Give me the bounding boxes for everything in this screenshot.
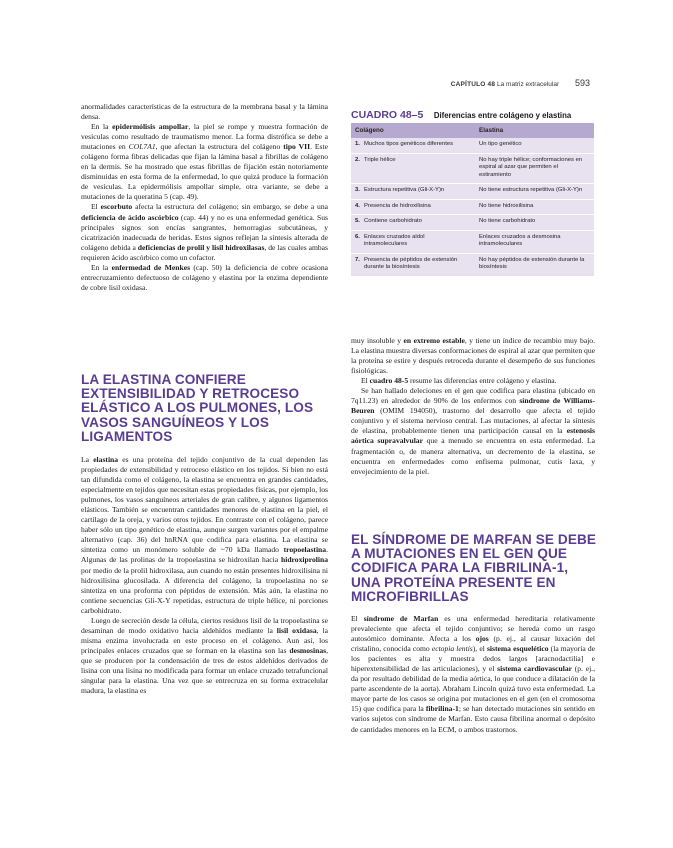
text-run: afecta la estructura del colágeno; sin embargo, se debe a una: [132, 202, 328, 212]
row-number: 2.: [355, 156, 360, 163]
italic-term: COL7A1: [128, 142, 156, 152]
chapter-title: La matriz extracelular: [497, 81, 560, 88]
table-title: [351, 105, 571, 123]
text-run: por medio de la prolil hidroxilasa, aun cuando no están presentes hidroxilisina ni hidroxilisina glucosilada. A diferencia del colágeno, la tropoelastina no se sintetiza en una proforma con péptidos de extensión. Más aún, la elastina no contiene secuencias Gli-X-Y repetidas, estructura de triple hélice, ni porciones carbohidrato.: [81, 565, 328, 615]
text-run: (p. ej., al causar luxación del cristalino, conocida como: [351, 634, 595, 654]
bold-term: elastina: [93, 455, 119, 464]
collagen-text: Estructura repetitiva (Gli-X-Y)n: [364, 187, 445, 193]
bold-term: en extremo estable: [403, 336, 465, 345]
collagen-cell: [351, 215, 475, 231]
table-row: [351, 153, 594, 184]
bold-term: cuadro 48-5: [369, 376, 409, 386]
left-column-top: [81, 102, 328, 293]
text-run: , que afectan la estructura del colágeno: [155, 142, 284, 152]
table-row: [351, 253, 594, 276]
bold-term: hidroxiprolina: [281, 555, 328, 565]
bold-term: ojos: [475, 634, 489, 644]
row-number: 6.: [355, 233, 360, 240]
bold-term: epidermólisis ampollar: [112, 122, 189, 132]
row-number: 4.: [355, 202, 360, 209]
text-run: es una enfermedad hereditaria relativamente prevaleciente que afecta el tejido conjuntivo; se hereda como un rasgo autosómico dominante. Afecta a los: [351, 614, 595, 644]
paragraph: [351, 376, 595, 386]
collagen-cell: [351, 184, 475, 200]
collagen-text: Triple hélice: [364, 156, 396, 163]
paragraph: [351, 386, 595, 476]
running-header: [451, 78, 590, 88]
text-run: Luego de secreción desde la célula, ciertos residuos lisil de la tropoelastina se desaminan de modo oxidativo hacia aldehídos mediante la: [81, 615, 328, 635]
bold-term: síndrome de Marfan: [363, 614, 439, 623]
page-number: 593: [574, 78, 590, 88]
section-heading-marfan: EL SÍNDROME DE MARFAN SE DEBE A MUTACIONES EN EL GEN QUE CODIFICA PARA LA FIBRILINA-1, UNA PROTEÍNA PRESENTE EN MICROFIBRILLAS: [351, 532, 597, 604]
text-run: La: [81, 455, 94, 464]
text-run: , la piel se rompe y muestra formación de vesículas como resultado de traumatismo menor. La forma distrófica se debe a mutaciones en: [81, 122, 328, 152]
collagen-cell: [351, 199, 475, 215]
bold-term: desmosinas: [289, 645, 327, 655]
elastin-cell: No tiene estructura repetitiva (Gli-X-Y)n: [475, 184, 594, 200]
bold-term: tipo VII: [283, 142, 311, 152]
elastin-cell: No tiene hidroxilisina: [475, 199, 594, 215]
header-collagen: Colágeno: [351, 123, 475, 138]
bold-term: enfermedad de Menkes: [111, 262, 191, 272]
text-run: ), el: [472, 644, 487, 654]
table-caption: Diferencias entre colágeno y elastina: [433, 111, 572, 120]
collagen-text: Presencia de péptidos de extensión durante la biosíntesis: [364, 256, 458, 270]
text-run: ; se han detectado mutaciones sin sentido en varios sujetos con síndrome de Marfan. Esto causa fibrilina anormal o depósito de cantidades menores en la ECM, o ambos trastornos.: [351, 704, 595, 734]
text-run: . Este colágeno forma fibras delicadas que fijan la lámina basal a fibrillas de colágeno en la dermis. Se ha mostrado que estas fibrillas de fijación están notoriamente disminuidas en esta forma de la enfermedad, lo que quizá produce la formación de vesículas. La epidermólisis ampollar simple, otra variante, se debe a mutaciones de la queratina 5 (cap. 49).: [81, 142, 328, 202]
table-label: CUADRO 48–5: [351, 109, 424, 121]
elastin-cell: Un tipo genético: [475, 138, 594, 153]
bold-term: deficiencia de ácido ascórbico: [81, 212, 179, 222]
paragraph: [81, 616, 328, 696]
bold-term: estenosis aórtica supravalvular: [351, 426, 595, 446]
text-run: , de las cuales ambas requieren ácido ascórbico como un cofactor.: [81, 242, 329, 262]
table-row: [351, 215, 594, 231]
row-number: 3.: [355, 187, 360, 193]
text-run: En la: [91, 262, 112, 272]
collagen-cell: [351, 138, 475, 153]
right-column-top: [351, 336, 595, 477]
bold-term: sistema esquelético: [486, 644, 549, 654]
collagen-text: Enlaces cruzados aldol intramoleculares: [364, 233, 425, 247]
text-run: que a menudo se encuentra en esta enfermedad. La fragmentación o, de manera alternativa, un decremento de la elastina, se encuentra en enfermedades como enfisema pulmonar, cutis laxa, y envejecimiento de la piel.: [351, 436, 595, 476]
paragraph: [81, 122, 328, 202]
text-run: El: [91, 202, 101, 212]
paragraph: [81, 102, 328, 122]
text-run: Se han hallado deleciones en el gen que codifica para elastina (ubicado en 7q11.23) en alrededor de 90% de los enfermos con: [351, 386, 595, 406]
collagen-cell: [351, 230, 475, 253]
row-number: 1.: [355, 141, 360, 147]
row-number: 5.: [355, 218, 360, 224]
text-run: , que se producen por la condensación de tres de estos aldehídos derivados de lisina con una lisina no modificada para formar un enlace cruzado tetrafuncional singular para la elastina. Una vez que se entrecruza en su forma extracelular madura, la elastina es: [81, 645, 328, 696]
collagen-text: Presencia de hidroxilisina: [364, 202, 431, 209]
paragraph: [81, 455, 328, 616]
table-row: [351, 138, 594, 153]
table-row: [351, 199, 594, 215]
section-heading-elastin: LA ELASTINA CONFIERE EXTENSIBILIDAD Y RETROCESO ELÁSTICO A LOS PULMONES, LOS VASOS SANGUÍNEOS Y LOS LIGAMENTOS: [81, 372, 314, 444]
text-run: , la misma enzima involucrada en este proceso en el colágeno. Aun así, los principales enlaces cruzados que se forman en la elastina son las: [81, 625, 328, 655]
text-run: es una proteína del tejido conjuntivo de la cual dependen las propiedades de extensibilidad y retroceso elástico en los tejidos. Si bien no está tan difundida como el colágeno, la elastina se encuentra en grandes cantidades, especialmente en tejidos que necesitan estas propiedades físicas, por ejemplo, los pulmones, los vasos sanguíneos arteriales de gran calibre, y algunos ligamentos elásticos. También se encuentran cantidades menores de elastina en la piel, el cartílago de la oreja, y varios otros tejidos. En contraste con el colágeno, parece haber sólo un tipo genético de elastina, aunque surgen variantes por el empalme alternativo (cap. 36) del hnRNA que codifica para elastina. La elastina se sintetiza como un monómero soluble de ~70 kDa llamado: [81, 455, 328, 555]
italic-term: ectopia lentis: [431, 644, 473, 654]
collagen-elastin-table: [351, 123, 594, 277]
paragraph: [351, 336, 595, 376]
elastin-cell: Enlaces cruzados a desmosina intramoleculares: [475, 230, 594, 253]
text-run: . Algunas de las prolinas de la tropoelastina se hidroxilan hacia: [81, 545, 328, 565]
text-run: (cap. 50) la deficiencia de cobre ocasiona entrecruzamiento defectuoso de colágeno y elastina por la enzima dependiente de cobre lisil oxidasa.: [81, 262, 328, 292]
table-header-row: [351, 123, 594, 138]
text-run: (cap. 44) y no es una enfermedad genética. Sus principales signos son encías sangrantes, hemorragias subcutáneas, y cicatrización inadecuada de heridas. Estos signos reflejan la síntesis alterada de colágeno debida a: [81, 212, 328, 252]
text-run: El: [351, 614, 364, 623]
collagen-text: Muchos tipos genéticos diferentes: [364, 141, 454, 147]
marfan-section-body: [351, 614, 595, 735]
elastin-cell: No hay péptidos de extensión durante la biosíntesis: [475, 253, 594, 276]
row-number: 7.: [355, 256, 360, 263]
text-run: resume las diferencias entre colágeno y elastina.: [408, 376, 557, 386]
elastin-section-body: [81, 455, 328, 696]
paragraph: [81, 263, 328, 293]
paragraph: [351, 614, 595, 735]
table-row: [351, 184, 594, 200]
bold-term: sistema cardiovascular: [497, 664, 572, 674]
table-row: [351, 230, 594, 253]
bold-term: tropoelastina: [283, 545, 327, 555]
collagen-cell: [351, 253, 475, 276]
bold-term: lisil oxidasa: [276, 625, 317, 635]
bold-term: fibrilina-1: [425, 704, 459, 714]
text-run: , y tiene un índice de recambio muy bajo. La elastina muestra diversas conformaciones de espiral al azar que permiten que la proteína se estire y después retroceda durante el desempeño de sus funciones fisiológicas.: [351, 336, 595, 376]
collagen-text: Contiene carbohidrato: [364, 218, 422, 224]
text-run: anormalidades características de la estructura de la membrana basal y la lámina densa.: [81, 102, 328, 122]
elastin-cell: No hay triple hélice; conformaciones en espiral al azar que permiten el estiramiento: [475, 153, 594, 184]
bold-term: escorbuto: [100, 202, 133, 212]
bold-term: síndrome de Williams-Beuren: [351, 396, 595, 416]
text-run: (p. ej., da por resultado debilidad de la media aórtica, lo que conduce a dilatación de la parte ascendente de la aorta). Abraham Lincoln quizá tuvo esta enfermedad. La mayor parte de los casos se origina por mutaciones en el gen (en el cromosoma 15) que codifica para la: [351, 664, 595, 714]
text-run: (la mayoría de los pacientes es alta y muestra dedos largos [aracnodactilia] e hiperextensibilidad de las articulaciones), y el: [351, 644, 595, 674]
text-run: El: [361, 376, 370, 386]
text-run: muy insoluble y: [351, 336, 404, 345]
elastin-cell: No tiene carbohidrato: [475, 215, 594, 231]
collagen-cell: [351, 153, 475, 184]
text-run: (OMIM 194050), trastorno del desarrollo que afecta el tejido conjuntivo y el sistema nervioso central. Las mutaciones, al afectar la síntesis de elastina, probablemente tienen una participación causal en la: [351, 406, 595, 436]
paragraph: [81, 202, 328, 262]
header-elastin: Elastina: [475, 123, 594, 138]
bold-term: deficiencias de prolil y lisil hidroxilasas: [137, 242, 265, 252]
text-run: En la: [91, 122, 113, 132]
chapter-number: CAPÍTULO 48: [450, 81, 496, 88]
